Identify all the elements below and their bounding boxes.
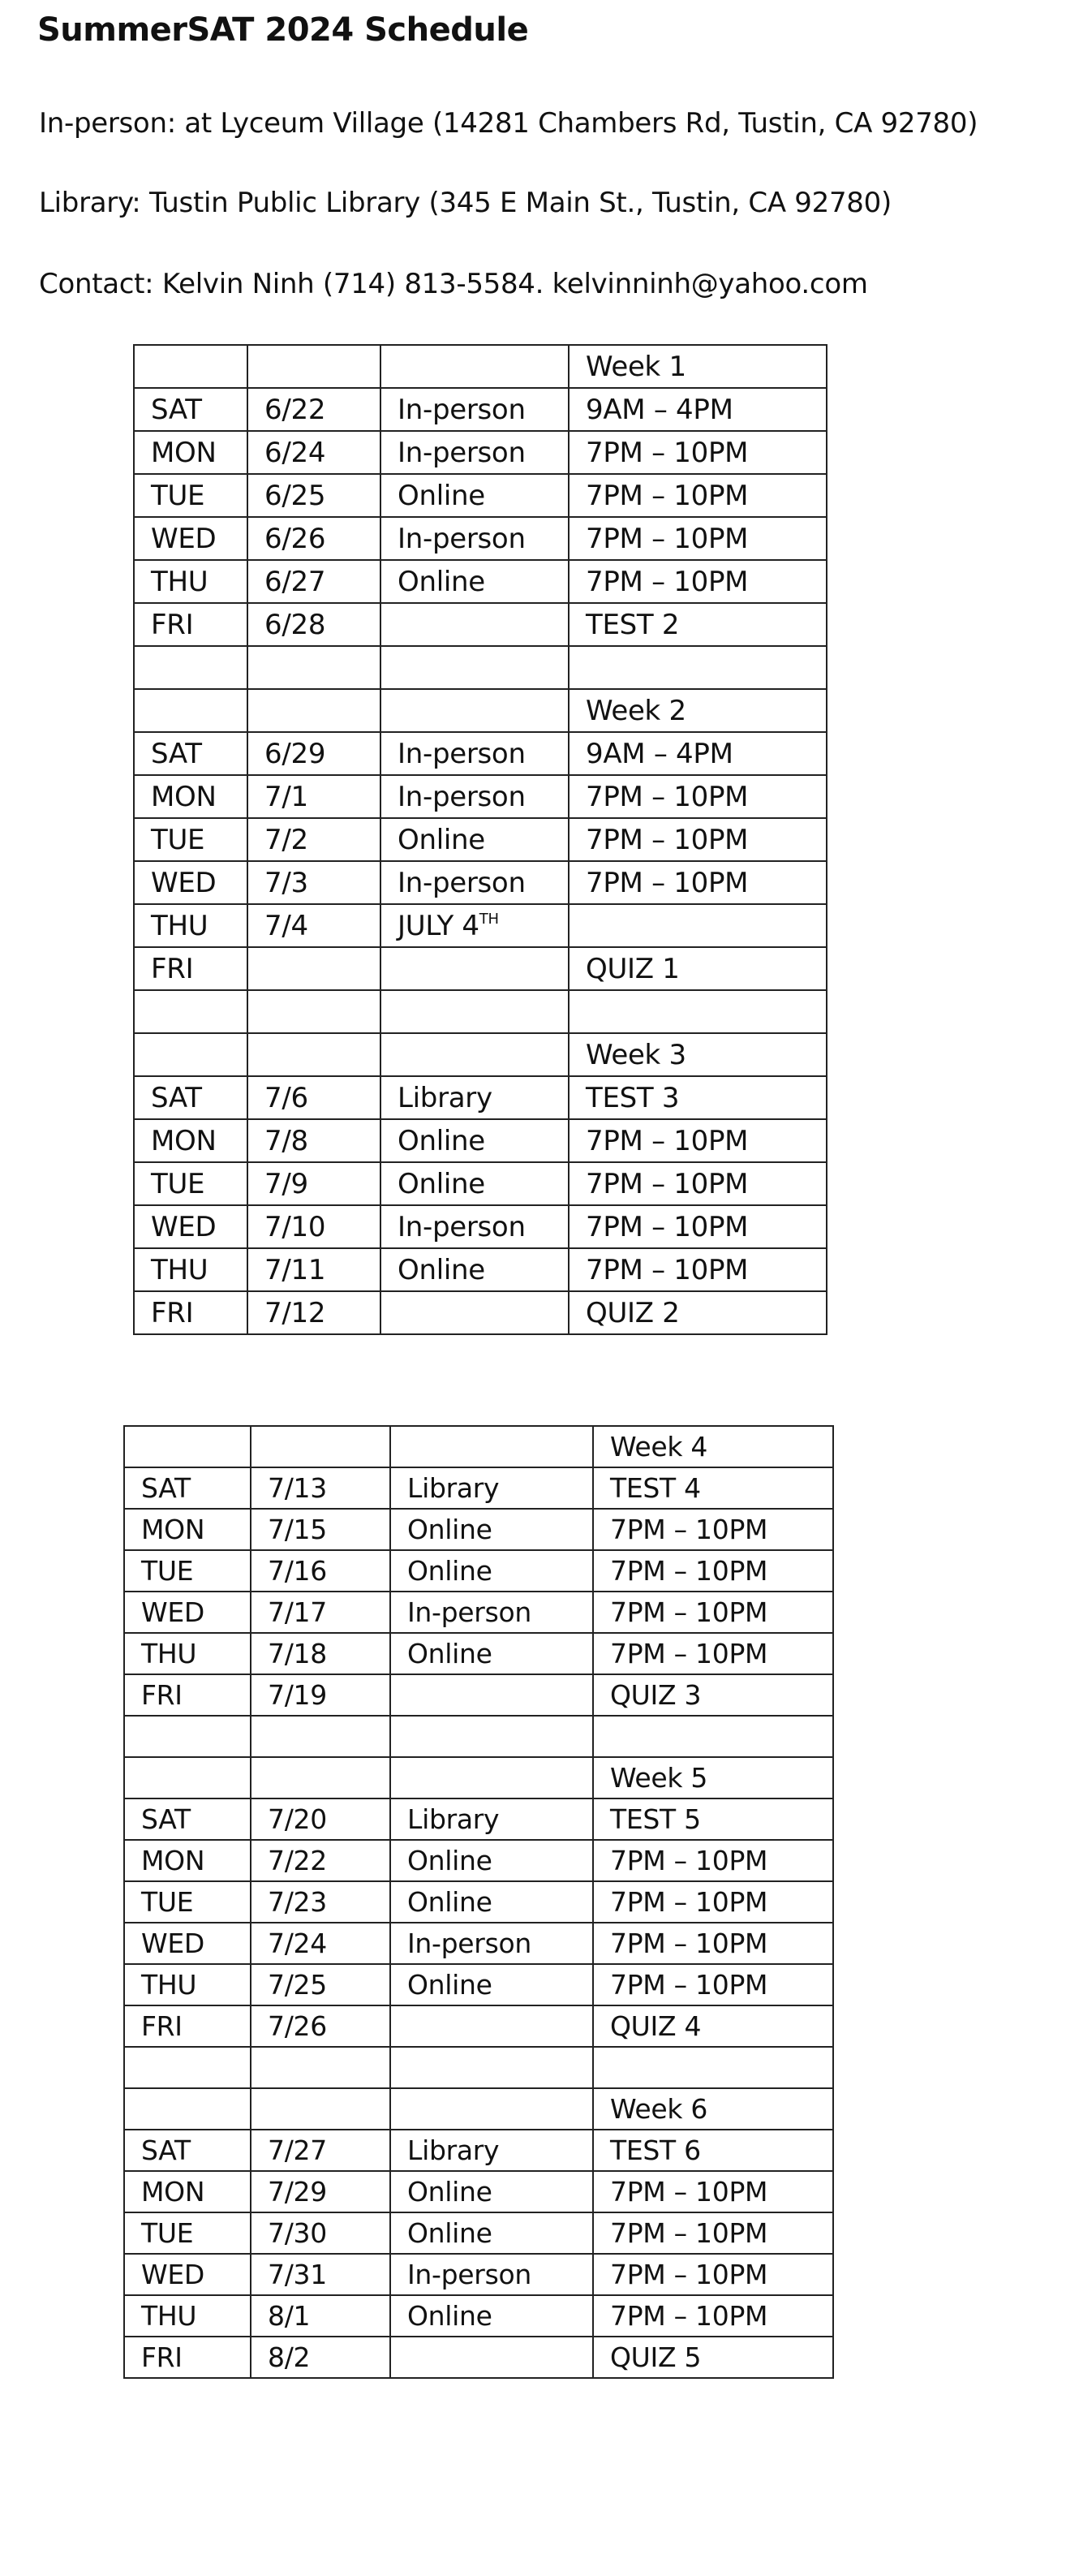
day-cell: WED xyxy=(124,2254,251,2295)
date-cell: 6/27 xyxy=(247,560,380,603)
location-cell xyxy=(380,947,569,990)
location-cell xyxy=(390,2337,593,2378)
date-cell: 7/13 xyxy=(251,1467,390,1509)
time-cell: QUIZ 4 xyxy=(593,2005,833,2047)
location-cell xyxy=(390,1716,593,1757)
day-cell: MON xyxy=(124,2171,251,2212)
day-cell: TUE xyxy=(134,474,247,517)
time-cell xyxy=(569,646,827,689)
day-cell: WED xyxy=(134,861,247,904)
table-row xyxy=(134,431,827,474)
location-cell xyxy=(390,2047,593,2088)
date-cell: 6/25 xyxy=(247,474,380,517)
time-cell: TEST 6 xyxy=(593,2130,833,2171)
date-cell: 7/10 xyxy=(247,1205,380,1248)
table-row xyxy=(134,603,827,646)
location-cell: Online xyxy=(380,474,569,517)
time-cell: 7PM – 10PM xyxy=(593,1592,833,1633)
location-cell: Online xyxy=(380,1162,569,1205)
date-cell: 7/12 xyxy=(247,1291,380,1334)
table-row xyxy=(134,345,827,388)
location-cell: In-person xyxy=(390,2254,593,2295)
date-cell xyxy=(247,646,380,689)
time-cell: 7PM – 10PM xyxy=(569,560,827,603)
day-cell xyxy=(124,2047,251,2088)
day-cell: FRI xyxy=(124,2337,251,2378)
location-cell: Library xyxy=(390,1798,593,1840)
table-row xyxy=(134,1291,827,1334)
date-cell xyxy=(247,1033,380,1076)
table-row xyxy=(124,1674,833,1716)
table-row xyxy=(124,2130,833,2171)
table-row xyxy=(134,689,827,732)
location-cell xyxy=(390,1426,593,1467)
table-row xyxy=(134,646,827,689)
location-cell: In-person xyxy=(380,861,569,904)
time-cell: 7PM – 10PM xyxy=(569,431,827,474)
date-cell: 7/16 xyxy=(251,1550,390,1592)
time-cell: 7PM – 10PM xyxy=(569,775,827,818)
table-row xyxy=(124,2212,833,2254)
time-cell xyxy=(593,2047,833,2088)
location-cell: Online xyxy=(390,1550,593,1592)
table-row xyxy=(124,2171,833,2212)
time-cell: QUIZ 2 xyxy=(569,1291,827,1334)
day-cell: TUE xyxy=(124,2212,251,2254)
time-cell: QUIZ 5 xyxy=(593,2337,833,2378)
time-cell: TEST 2 xyxy=(569,603,827,646)
day-cell: THU xyxy=(134,1248,247,1291)
time-cell: 7PM – 10PM xyxy=(593,1964,833,2005)
table-row xyxy=(134,1248,827,1291)
time-cell: Week 3 xyxy=(569,1033,827,1076)
time-cell: 7PM – 10PM xyxy=(593,2212,833,2254)
location-cell: Online xyxy=(390,1964,593,2005)
date-cell xyxy=(247,947,380,990)
time-cell xyxy=(569,904,827,947)
location-cell: Library xyxy=(380,1076,569,1119)
table-row xyxy=(124,1467,833,1509)
time-cell: 9AM – 4PM xyxy=(569,732,827,775)
location-cell: Online xyxy=(380,1248,569,1291)
location-cell: In-person xyxy=(380,517,569,560)
table-row xyxy=(134,818,827,861)
table-row xyxy=(124,1757,833,1798)
table-row xyxy=(124,1840,833,1881)
table-row xyxy=(124,1550,833,1592)
schedule-table-weeks-1-3 xyxy=(133,344,827,1335)
time-cell: Week 6 xyxy=(593,2088,833,2130)
table-row xyxy=(134,517,827,560)
day-cell: SAT xyxy=(124,2130,251,2171)
table-row xyxy=(124,2337,833,2378)
day-cell xyxy=(124,2088,251,2130)
time-cell: 7PM – 10PM xyxy=(593,1633,833,1674)
location-cell xyxy=(380,646,569,689)
date-cell xyxy=(251,1426,390,1467)
table-row xyxy=(134,1033,827,1076)
day-cell xyxy=(134,1033,247,1076)
table-row xyxy=(124,1633,833,1674)
day-cell: MON xyxy=(134,1119,247,1162)
table-row xyxy=(134,474,827,517)
day-cell: WED xyxy=(134,517,247,560)
location-cell: In-person xyxy=(380,732,569,775)
time-cell: 7PM – 10PM xyxy=(593,1509,833,1550)
location-cell xyxy=(390,2088,593,2130)
time-cell: 7PM – 10PM xyxy=(569,517,827,560)
location-library: Library: Tustin Public Library (345 E Main St., Tustin, CA 92780) xyxy=(39,187,892,219)
day-cell xyxy=(134,646,247,689)
date-cell xyxy=(251,2088,390,2130)
time-cell: 7PM – 10PM xyxy=(593,2171,833,2212)
schedule-table-weeks-4-6 xyxy=(123,1425,834,2379)
location-cell: Online xyxy=(390,1633,593,1674)
table-row xyxy=(124,1509,833,1550)
location-in-person: In-person: at Lyceum Village (14281 Chambers Rd, Tustin, CA 92780) xyxy=(39,107,978,140)
date-cell: 7/9 xyxy=(247,1162,380,1205)
day-cell: FRI xyxy=(134,603,247,646)
time-cell: TEST 3 xyxy=(569,1076,827,1119)
time-cell: 7PM – 10PM xyxy=(569,1162,827,1205)
location-cell xyxy=(380,689,569,732)
location-cell: Online xyxy=(390,2212,593,2254)
table-row xyxy=(134,861,827,904)
table-row xyxy=(124,1716,833,1757)
table-row xyxy=(134,990,827,1033)
day-cell: MON xyxy=(124,1840,251,1881)
time-cell: 7PM – 10PM xyxy=(593,1840,833,1881)
date-cell xyxy=(247,990,380,1033)
date-cell: 7/15 xyxy=(251,1509,390,1550)
day-cell: FRI xyxy=(124,2005,251,2047)
time-cell: 7PM – 10PM xyxy=(593,2254,833,2295)
location-cell xyxy=(380,345,569,388)
date-cell: 7/8 xyxy=(247,1119,380,1162)
day-cell: WED xyxy=(124,1592,251,1633)
location-cell xyxy=(380,1033,569,1076)
location-cell: In-person xyxy=(380,1205,569,1248)
date-cell: 7/29 xyxy=(251,2171,390,2212)
date-cell: 7/20 xyxy=(251,1798,390,1840)
date-cell: 7/27 xyxy=(251,2130,390,2171)
location-cell xyxy=(390,1674,593,1716)
time-cell: Week 4 xyxy=(593,1426,833,1467)
time-cell: TEST 5 xyxy=(593,1798,833,1840)
day-cell xyxy=(124,1426,251,1467)
location-cell: Online xyxy=(390,1840,593,1881)
day-cell: MON xyxy=(134,775,247,818)
day-cell: THU xyxy=(134,560,247,603)
time-cell xyxy=(569,990,827,1033)
time-cell: 7PM – 10PM xyxy=(569,474,827,517)
time-cell: QUIZ 3 xyxy=(593,1674,833,1716)
day-cell: FRI xyxy=(124,1674,251,1716)
date-cell: 7/22 xyxy=(251,1840,390,1881)
table-row xyxy=(134,904,827,947)
table-row xyxy=(134,1162,827,1205)
time-cell: QUIZ 1 xyxy=(569,947,827,990)
table-row xyxy=(134,1205,827,1248)
location-cell xyxy=(380,990,569,1033)
date-cell xyxy=(247,345,380,388)
location-cell: JULY 4TH xyxy=(380,904,569,947)
time-cell: 7PM – 10PM xyxy=(569,1248,827,1291)
time-cell: 7PM – 10PM xyxy=(569,1119,827,1162)
location-cell xyxy=(390,2005,593,2047)
location-cell xyxy=(390,1757,593,1798)
location-cell: Online xyxy=(390,1881,593,1923)
day-cell xyxy=(124,1716,251,1757)
date-cell: 7/6 xyxy=(247,1076,380,1119)
location-cell: Online xyxy=(380,560,569,603)
time-cell: 7PM – 10PM xyxy=(593,2295,833,2337)
date-cell: 7/26 xyxy=(251,2005,390,2047)
page-title: SummerSAT 2024 Schedule xyxy=(37,11,529,49)
location-cell: Online xyxy=(390,2171,593,2212)
date-cell: 7/1 xyxy=(247,775,380,818)
day-cell: FRI xyxy=(134,947,247,990)
date-cell: 6/22 xyxy=(247,388,380,431)
table-row xyxy=(124,2005,833,2047)
date-cell: 7/30 xyxy=(251,2212,390,2254)
date-cell xyxy=(251,1757,390,1798)
location-cell xyxy=(380,1291,569,1334)
date-cell: 7/25 xyxy=(251,1964,390,2005)
date-cell: 6/26 xyxy=(247,517,380,560)
date-cell: 6/29 xyxy=(247,732,380,775)
date-cell: 7/11 xyxy=(247,1248,380,1291)
time-cell: 7PM – 10PM xyxy=(593,1550,833,1592)
time-cell xyxy=(593,1716,833,1757)
location-cell: Library xyxy=(390,2130,593,2171)
date-cell: 8/1 xyxy=(251,2295,390,2337)
day-cell: TUE xyxy=(124,1881,251,1923)
day-cell: MON xyxy=(124,1509,251,1550)
location-cell: Online xyxy=(390,2295,593,2337)
day-cell: SAT xyxy=(134,1076,247,1119)
table-row xyxy=(124,1798,833,1840)
date-cell: 8/2 xyxy=(251,2337,390,2378)
date-cell: 7/17 xyxy=(251,1592,390,1633)
day-cell: MON xyxy=(134,431,247,474)
time-cell: Week 1 xyxy=(569,345,827,388)
date-cell: 7/18 xyxy=(251,1633,390,1674)
day-cell: SAT xyxy=(124,1798,251,1840)
day-cell: SAT xyxy=(124,1467,251,1509)
date-cell: 7/24 xyxy=(251,1923,390,1964)
time-cell: Week 5 xyxy=(593,1757,833,1798)
day-cell: TUE xyxy=(124,1550,251,1592)
table-row xyxy=(134,1119,827,1162)
schedule-table-body xyxy=(134,345,827,1334)
time-cell: 9AM – 4PM xyxy=(569,388,827,431)
time-cell: 7PM – 10PM xyxy=(569,818,827,861)
location-cell: Library xyxy=(390,1467,593,1509)
table-row xyxy=(124,2254,833,2295)
location-cell: In-person xyxy=(380,431,569,474)
date-cell: 7/19 xyxy=(251,1674,390,1716)
table-row xyxy=(124,1964,833,2005)
location-cell: In-person xyxy=(390,1592,593,1633)
table-row xyxy=(134,775,827,818)
day-cell xyxy=(134,345,247,388)
date-cell: 7/2 xyxy=(247,818,380,861)
contact-info: Contact: Kelvin Ninh (714) 813-5584. kelvinninh@yahoo.com xyxy=(39,268,868,300)
day-cell xyxy=(124,1757,251,1798)
location-cell: Online xyxy=(380,818,569,861)
day-cell: SAT xyxy=(134,388,247,431)
location-cell: In-person xyxy=(380,775,569,818)
day-cell: THU xyxy=(124,1964,251,2005)
date-cell: 7/3 xyxy=(247,861,380,904)
location-cell: In-person xyxy=(390,1923,593,1964)
day-cell: THU xyxy=(124,2295,251,2337)
day-cell xyxy=(134,990,247,1033)
location-cell: Online xyxy=(380,1119,569,1162)
date-cell: 7/23 xyxy=(251,1881,390,1923)
date-cell: 7/31 xyxy=(251,2254,390,2295)
table-row xyxy=(124,2295,833,2337)
table-row xyxy=(124,1923,833,1964)
table-row xyxy=(124,2088,833,2130)
date-cell: 6/24 xyxy=(247,431,380,474)
table-row xyxy=(124,1881,833,1923)
day-cell: THU xyxy=(124,1633,251,1674)
time-cell: 7PM – 10PM xyxy=(593,1881,833,1923)
location-cell: Online xyxy=(390,1509,593,1550)
date-cell xyxy=(251,1716,390,1757)
time-cell: 7PM – 10PM xyxy=(569,1205,827,1248)
time-cell: TEST 4 xyxy=(593,1467,833,1509)
table-row xyxy=(124,1592,833,1633)
day-cell: TUE xyxy=(134,1162,247,1205)
time-cell: 7PM – 10PM xyxy=(569,861,827,904)
time-cell: 7PM – 10PM xyxy=(593,1923,833,1964)
location-cell: In-person xyxy=(380,388,569,431)
day-cell: WED xyxy=(124,1923,251,1964)
table-row xyxy=(134,388,827,431)
day-cell xyxy=(134,689,247,732)
table-row xyxy=(134,1076,827,1119)
table-row xyxy=(124,2047,833,2088)
day-cell: TUE xyxy=(134,818,247,861)
table-row xyxy=(134,947,827,990)
day-cell: FRI xyxy=(134,1291,247,1334)
table-row xyxy=(134,560,827,603)
day-cell: THU xyxy=(134,904,247,947)
day-cell: WED xyxy=(134,1205,247,1248)
table-row xyxy=(124,1426,833,1467)
date-cell xyxy=(251,2047,390,2088)
date-cell: 6/28 xyxy=(247,603,380,646)
table-row xyxy=(134,732,827,775)
date-cell xyxy=(247,689,380,732)
time-cell: Week 2 xyxy=(569,689,827,732)
day-cell: SAT xyxy=(134,732,247,775)
date-cell: 7/4 xyxy=(247,904,380,947)
schedule-table-body xyxy=(124,1426,833,2378)
location-cell xyxy=(380,603,569,646)
